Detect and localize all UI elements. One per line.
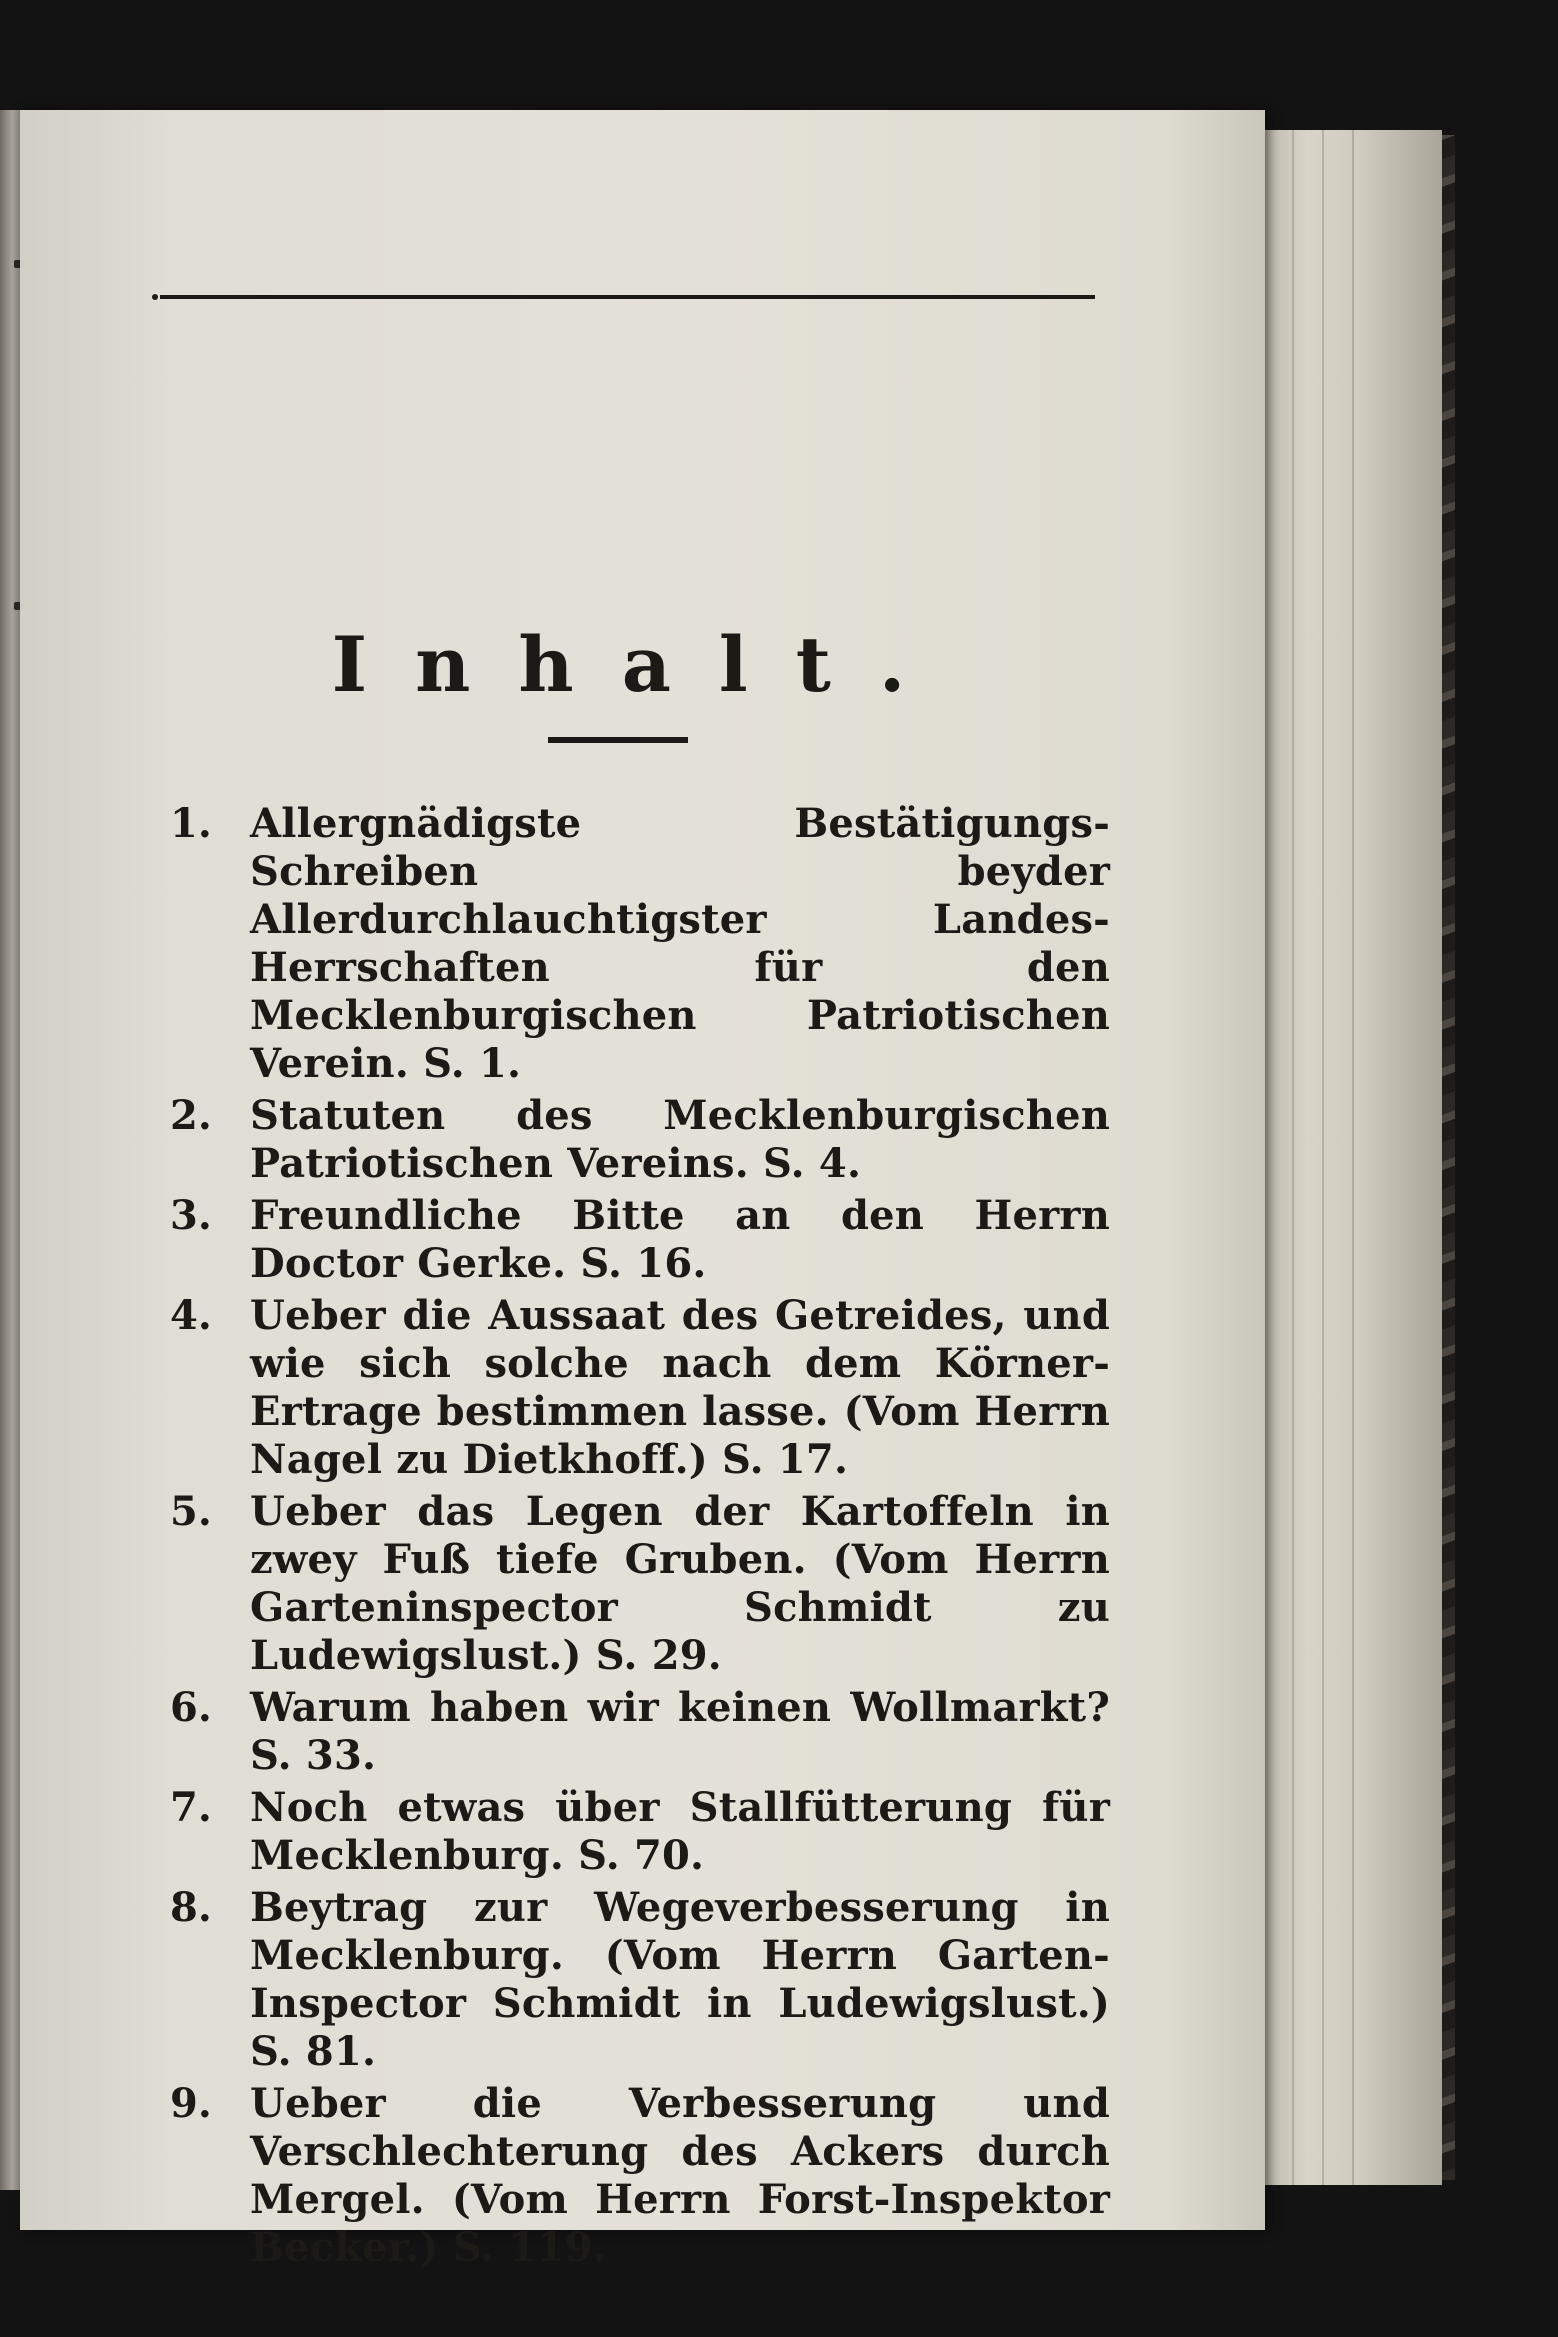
header-rule [160,295,1095,299]
toc-entry-6 [170,1684,1110,1780]
toc-text: Ueber die Verbesserung und Verschlechterung des Ackers durch Mergel. (Vom Herrn Forst-Inspektor Becker.) S. 119. [250,2080,1110,2271]
toc-number: 2. [170,1092,212,1139]
toc-number: 9. [170,2080,212,2127]
toc-text: Noch etwas über Stallfütterung für Mecklenburg. S. 70. [250,1784,1110,1879]
toc-text: Statuten des Mecklenburgischen Patriotischen Vereins. S. 4. [250,1092,1110,1187]
toc-entry-7 [170,1784,1110,1880]
toc-number: 5. [170,1488,212,1535]
toc-number: 8. [170,1884,212,1931]
toc-number: 4. [170,1292,212,1339]
toc-text: Ueber die Aussaat des Getreides, und wie sich solche nach dem Körner-Ertrage bestimmen lasse. (Vom Herrn Nagel zu Dietkhoff.) S. 17. [250,1292,1110,1483]
page-block-edge [1262,130,1442,2185]
toc-number: 6. [170,1684,212,1731]
toc-entry-5 [170,1488,1110,1680]
title-rule [548,737,688,743]
toc-text: Allergnädigste Bestätigungs-Schreiben beyder Allerdurchlauchtigster Landes-Herrschaften für den Mecklenburgischen Patriotischen Verein. S. 1. [250,800,1110,1087]
facing-page-edge [0,110,20,2190]
toc-text: Freundliche Bitte an den Herrn Doctor Gerke. S. 16. [250,1192,1110,1287]
toc-number: 1. [170,800,212,847]
book-page [20,110,1265,2271]
toc-text: Beytrag zur Wegeverbesserung in Mecklenburg. (Vom Herrn Garten-Inspector Schmidt in Ludewigslust.) S. 81. [250,1884,1110,2075]
toc-entry-4 [170,1292,1110,1484]
toc-entry-2 [170,1092,1110,1188]
table-of-contents [170,800,1110,2276]
toc-text: Warum haben wir keinen Wollmarkt? S. 33. [250,1684,1110,1779]
toc-entry-8 [170,1884,1110,2076]
toc-entry-9 [170,2080,1110,2272]
toc-entry-3 [170,1192,1110,1288]
toc-number: 7. [170,1784,212,1831]
toc-number: 3. [170,1192,212,1239]
toc-entry-1 [170,800,1110,1088]
toc-text: Ueber das Legen der Kartoffeln in zwey Fuß tiefe Gruben. (Vom Herrn Garteninspector Schmidt zu Ludewigslust.) S. 29. [250,1488,1110,1679]
page-title: Inhalt. [331,620,954,709]
header-rule-dot [152,294,158,300]
